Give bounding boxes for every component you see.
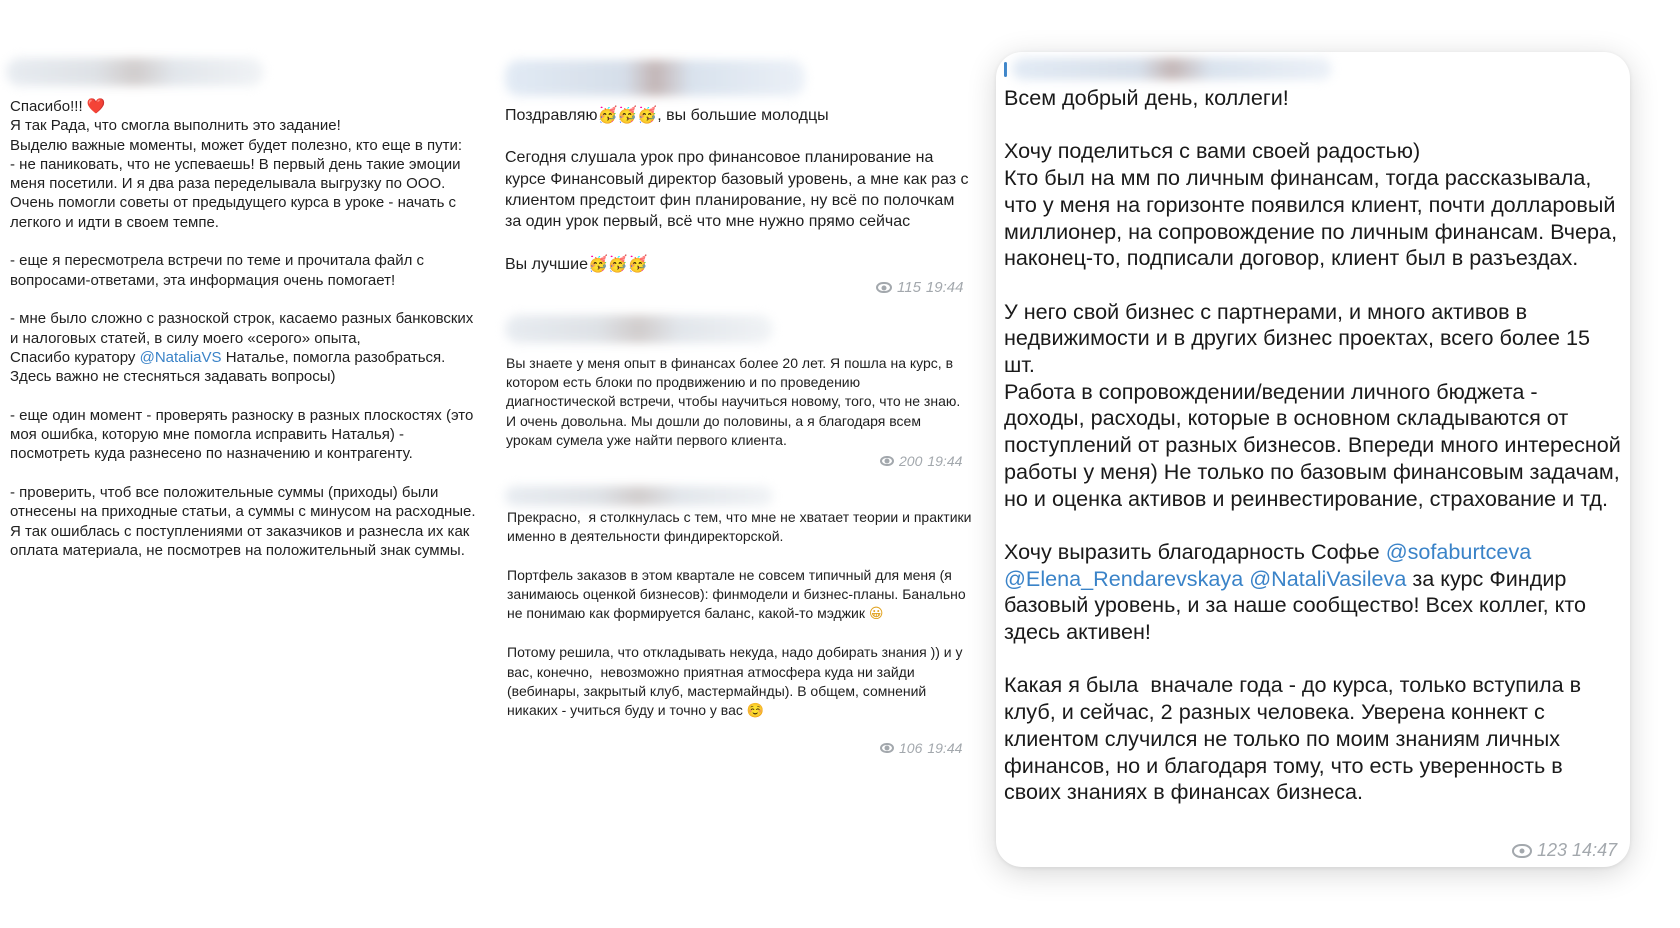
message-body: Я так Рада, что смогла выполнить это задание! Выделю важные моменты, может будет полезно, кто еще в пути: - не паниковать, что не успеваешь! В первый день такие эмоции меня посетили. И я два раза переделывала выгрузку по ООО. Очень помогли советы от предыдущего курса в уроке - начать с легкого и идти в своем темпе. - еще я пересмотрела встречи по теме и прочитала файл с вопросами-ответами, эта информация очень помогает! - мне было сложно с разноской строк, касаемо разных банковских и налоговых статей, в силу моего «серого» опыта, Спасибо куратору xyxy=(10,117,474,366)
message-time: 14:47 xyxy=(1572,840,1618,860)
mention-link[interactable]: @NataliaVS xyxy=(139,348,222,366)
blurred-reply-header xyxy=(1012,58,1332,80)
message-time: 19:44 xyxy=(925,279,964,296)
message-time: 19:44 xyxy=(927,453,963,469)
eye-icon xyxy=(1512,844,1532,858)
message-body: Прекрасно, я столкнулась с тем, что мне не хватает теории и практики именно в деятельности финдиректорской. Портфель заказов в этом квартале не совсем типичный для меня (я занимаюсь оценкой бизнесов): финмодели и бизнес-планы. Банально не понимаю как формируется баланс, какой-то мэджик xyxy=(507,509,972,622)
mention-link[interactable]: @NataliVasileva xyxy=(1249,565,1407,591)
views-count: 115 xyxy=(897,279,921,296)
message-body-cont: Потому решила, что откладывать некуда, надо добирать знания )) и у вас, конечно, невозможно приятная атмосфера куда ни зайди (вебинары, закрытый клуб, мастермайнды). В общем, сомнений никаких - учиться буду и точно у вас xyxy=(507,644,963,719)
views-count: 200 xyxy=(899,453,923,469)
eye-icon xyxy=(880,743,894,753)
message-text xyxy=(10,97,480,560)
party-emoji-icon: 🥳🥳🥳 xyxy=(587,254,648,274)
message-text xyxy=(505,104,970,276)
message-body-cont: , вы большие молодцы Сегодня слушала урок про финансовое планирование на курсе Финансовый директор базовый уровень, а мне как раз с клиентом предстоит фин планирование, ну всё по полочкам за один урок первый, всё что мне нужно прямо сейчас Вы лучшие xyxy=(505,107,969,274)
message-body-cont: Наталье, помогла разобраться. Здесь важно не стесняться задавать вопросы) - еще один момент - проверять разноску в разных плоскостях (это моя ошибка, которую мне помогла исправить Наталья) - посмотреть куда разнесено по назначению и контрагенту. - проверить, чтоб все положительные суммы (приходы) были отнесены на приходные статьи, а суммы с минусом на расходные. Я так ошиблась с поступлениями от заказчиков и разнесла их как оплата материала, не посмотрев на положительный знак суммы. xyxy=(10,348,476,559)
views-count: 123 xyxy=(1537,840,1568,860)
smiling-emoji-icon: ☺️ xyxy=(746,703,765,720)
mention-link[interactable]: @Elena_Rendarevskaya xyxy=(1004,565,1244,591)
message-body: Всем добрый день, коллеги! Хочу поделиться с вами своей радостью) Кто был на мм по личным финансам, тогда рассказывала, что у меня на горизонте появился клиент, почти долларовый миллионер, на сопровождение по личным финансам. Вчера, наконец-то, подписали договор, клиент был в разъездах. У него свой бизнес с партнерами, и много активов в недвижимости и в других бизнес проектах, всего более 15 шт. Работа в сопровождении/ведении личного бюджета - доходы, расходы, которые в основном складываются от поступлений от разных бизнесов. Впереди много интересной работы у меня) Не только по базовым финансовым задачам, но и оценка активов и реинвестирование, страхование и тд. Хочу выразить благодарность Софье xyxy=(1004,85,1621,564)
blurred-sender-name xyxy=(505,486,773,506)
eye-icon xyxy=(876,282,892,293)
heart-emoji-icon: ❤️ xyxy=(86,97,106,115)
message-greeting: Спасибо!!! xyxy=(10,98,87,115)
views-count: 106 xyxy=(899,740,923,756)
message-meta xyxy=(1512,840,1617,861)
blurred-sender-name xyxy=(6,58,264,86)
blurred-reply-header xyxy=(505,60,805,96)
eye-icon xyxy=(880,456,894,466)
message-text xyxy=(507,508,972,721)
message-body: Поздравляю xyxy=(505,107,598,124)
message-time: 19:44 xyxy=(927,740,963,756)
grinning-emoji-icon: 😀 xyxy=(868,606,884,623)
reply-accent-bar xyxy=(1004,62,1007,77)
message-text: Вы знаете у меня опыт в финансах более 20 лет. Я пошла на курс, в котором есть блоки по продвижению и по проведению диагностической встречи, чтобы научиться новому, того, что не знаю. И очень довольна. Мы дошли до половины, а я благодаря всем урокам сумела уже найти первого клиента. xyxy=(506,355,965,448)
message-meta xyxy=(876,279,963,296)
message-text xyxy=(1004,85,1624,806)
mention-link[interactable]: @sofaburtceva xyxy=(1385,538,1532,564)
party-emoji-icon: 🥳🥳🥳 xyxy=(597,105,658,124)
message-meta xyxy=(880,740,962,756)
blurred-sender-name xyxy=(505,315,773,343)
message-meta xyxy=(880,453,962,469)
message-body-cont: за курс Финдир базовый уровень, и за наше сообщество! Всех коллег, кто здесь активен! Какая я была вначале года - до курса, только вступила в клуб, и сейчас, 2 разных человека. Уверена коннект с клиентом случился не только по моим знаниям личных финансов, но и благодаря тому, что есть уверенность в своих знаниях в финансах бизнеса. xyxy=(1004,565,1587,805)
